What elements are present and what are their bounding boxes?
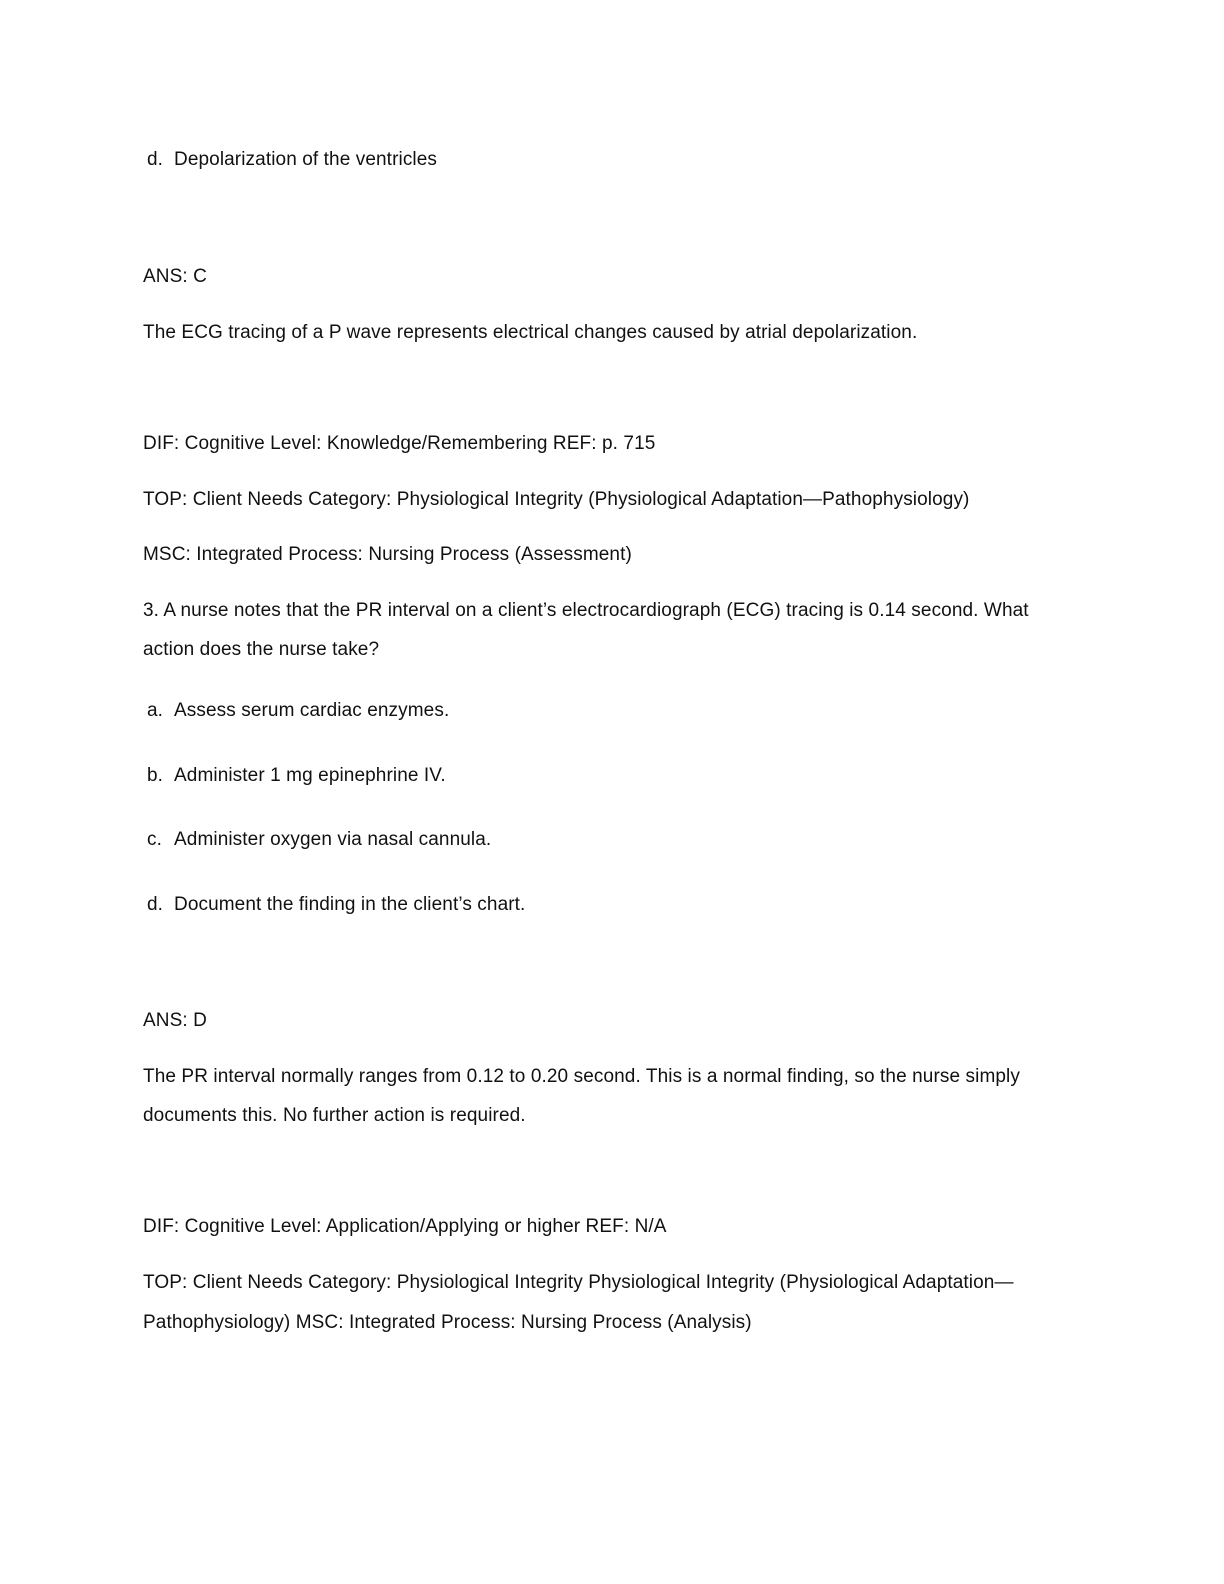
option-letter: d.: [147, 894, 164, 915]
rationale-line1: The PR interval normally ranges from 0.12 to 0.20 second. This is a normal finding, so the nurse simply: [143, 1066, 1020, 1087]
prev-option-d: [147, 149, 437, 171]
option-b: [147, 765, 446, 787]
option-letter: a.: [147, 700, 164, 721]
option-d: [147, 894, 525, 916]
option-text: Administer 1 mg epinephrine IV.: [174, 765, 446, 786]
answer: ANS: D: [143, 1010, 207, 1031]
prev-rationale: The ECG tracing of a P wave represents electrical changes caused by atrial depolarization.: [143, 322, 918, 343]
top-line1: TOP: Client Needs Category: Physiological Integrity Physiological Integrity (Physiological Adaptation—: [143, 1272, 1014, 1293]
prev-msc: MSC: Integrated Process: Nursing Process (Assessment): [143, 544, 632, 565]
option-text: Depolarization of the ventricles: [174, 149, 438, 170]
question-stem-line2: action does the nurse take?: [143, 639, 380, 660]
option-a: [147, 700, 449, 722]
option-c: [147, 829, 491, 851]
top-line2: Pathophysiology) MSC: Integrated Process: Nursing Process (Analysis): [143, 1312, 752, 1333]
option-letter: c.: [147, 829, 162, 850]
option-letter: b.: [147, 765, 164, 786]
dif-line: DIF: Cognitive Level: Application/Applying or higher REF: N/A: [143, 1216, 667, 1237]
rationale-line2: documents this. No further action is required.: [143, 1105, 526, 1126]
prev-top: TOP: Client Needs Category: Physiological Integrity (Physiological Adaptation—Pathophysiology): [143, 489, 970, 510]
option-letter: d.: [147, 149, 164, 170]
option-text: Administer oxygen via nasal cannula.: [174, 829, 492, 850]
prev-dif: DIF: Cognitive Level: Knowledge/Remembering REF: p. 715: [143, 433, 656, 454]
option-text: Document the finding in the client’s chart.: [174, 894, 526, 915]
question-stem-line1: 3. A nurse notes that the PR interval on a client’s electrocardiograph (ECG) tracing is 0.14 second. What: [143, 600, 1029, 621]
prev-answer: ANS: C: [143, 266, 207, 287]
option-text: Assess serum cardiac enzymes.: [174, 700, 450, 721]
